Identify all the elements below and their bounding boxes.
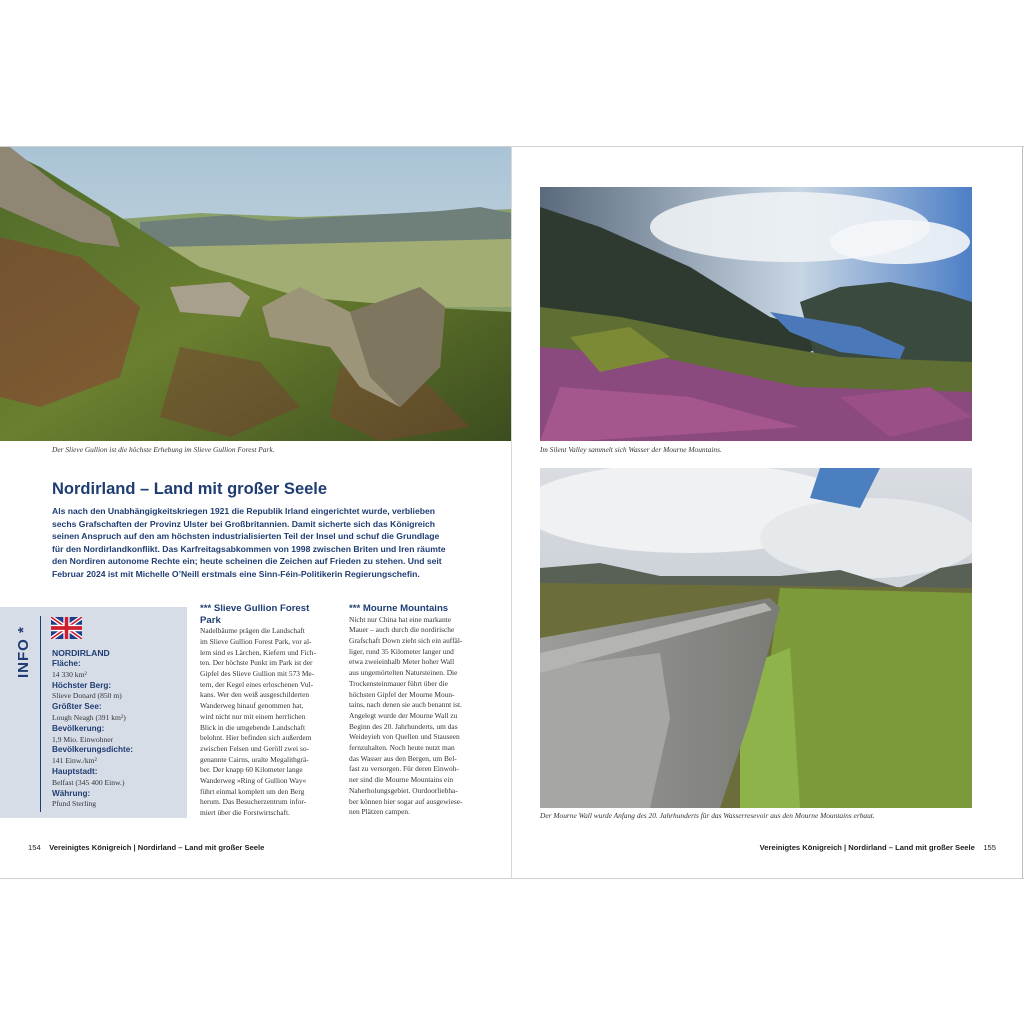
section-body: [349, 615, 487, 818]
fact-value: 14 330 km²: [52, 669, 87, 679]
footer-left: [28, 843, 264, 852]
fact-key: Fläche:: [52, 659, 81, 668]
body-line: zwischen Felsen und Geröll zwei so-: [200, 743, 309, 753]
page-number: 155: [983, 843, 996, 852]
photo-silent-valley: [540, 187, 972, 441]
fact-value: Lough Neagh (391 km²): [52, 712, 126, 722]
body-line: herum. Das Besucherzentrum infor-: [200, 797, 307, 807]
body-line: Mauer – auch durch die nordirische: [349, 625, 455, 635]
section-title-line: *** Mourne Mountains: [349, 603, 449, 614]
body-line: ner sind die Mourne Mountains ein: [349, 775, 454, 785]
photo-slieve-gullion: [0, 147, 511, 441]
body-line: wird nicht nur mit einem herrlichen: [200, 711, 306, 721]
footer-right: [760, 843, 996, 852]
fact-value: Belfast (345 400 Einw.): [52, 777, 125, 787]
body-line: ten. Der höchste Punkt im Park ist der: [200, 658, 313, 668]
body-line: im Slieve Gullion Forest Park, vor al-: [200, 636, 312, 646]
body-line: Weideyieh von Quellen und Stauseen: [349, 732, 460, 742]
info-label: [13, 616, 33, 682]
photo-mourne-wall: [540, 468, 972, 808]
section-title-line: *** Slieve Gullion Forest: [200, 603, 310, 614]
fact-key: Hauptstadt:: [52, 766, 98, 776]
caption-silent-valley: Im Silent Valley sammelt sich Wasser der Mourne Mountains.: [540, 445, 722, 454]
fact-key: Bevölkerung:: [52, 723, 105, 733]
body-line: ber. Der knapp 60 Kilometer lange: [200, 765, 303, 775]
lead-line: sechs Grafschaften der Provinz Ulster bei Großbritannien. Damit sicherte sich das Königreich: [52, 518, 436, 529]
lead-line: Februar 2024 ist mit Michelle O’Neill erstmals eine Sinn-Féin-Politikerin Regierungschefin.: [52, 568, 420, 579]
page-gutter: [511, 146, 512, 879]
body-line: tern, der Kegel eines erloschenen Vul-: [200, 679, 314, 689]
page-number: 154: [28, 843, 41, 852]
body-line: Blick in die umgebende Landschaft: [200, 722, 306, 732]
page-edge: [1022, 146, 1023, 879]
caption-slieve-gullion: Der Slieve Gullion ist die höchste Erhebung im Slieve Gullion Forest Park.: [52, 445, 275, 454]
article-lead: [52, 505, 482, 581]
running-title: Vereinigtes Königreich | Nordirland – Land mit großer Seele: [49, 843, 265, 852]
body-line: fast zu versorgen. Für deren Einwoh-: [349, 764, 459, 774]
body-line: aus ungemörtelten Natursteinen. Die: [349, 668, 458, 678]
body-line: tains, nach denen sie auch benannt ist.: [349, 700, 462, 710]
lead-line: den Nordiren autonome Rechte ein; heute scheinen die Zeichen auf Frieden zu stehen. Und seit: [52, 556, 442, 567]
lead-line: Als nach den Unabhängigkeitskriegen 1921 die Republik Irland eingerichtet wurde, verblieben: [52, 506, 436, 516]
section-title: [349, 603, 487, 615]
info-region: NORDIRLAND: [52, 648, 110, 658]
body-line: kans. Wer den weiß ausgeschilderten: [200, 690, 310, 700]
info-facts: [52, 647, 182, 810]
body-line: Trockensteinmauer führt über die: [349, 678, 448, 688]
body-line: liger, rund 35 Kilometer langer und: [349, 646, 454, 656]
section-mourne-mountains: [349, 603, 487, 818]
body-line: nen Plätzen campen.: [349, 807, 410, 817]
body-line: miert über die Forstwirtschaft.: [200, 808, 290, 818]
section-title-line: Park: [200, 614, 221, 626]
fact-key: Größter See:: [52, 702, 102, 712]
body-line: etwa zweieinhalb Meter hoher Wall: [349, 657, 455, 667]
body-line: Angelegt wurde der Mourne Wall zu: [349, 710, 458, 720]
body-line: Grafschaft Down zieht sich ein auffäl-: [349, 636, 463, 645]
body-line: Nicht nur China hat eine markante: [349, 614, 451, 624]
body-line: Beginn des 20. Jahrhunderts, um das: [349, 721, 458, 731]
info-divider: [40, 616, 41, 812]
body-line: Wanderweg »Ring of Gullion Way«: [200, 776, 307, 786]
body-line: Naherholungsgebiet. Ourdoorliebha-: [349, 785, 458, 795]
fact-value: 1,9 Mio. Einwohner: [52, 734, 114, 744]
section-title: [200, 603, 338, 626]
running-title: Vereinigtes Königreich | Nordirland – Land mit großer Seele: [759, 843, 975, 852]
body-line: genannte Cairns, uralte Megalithgrä-: [200, 754, 309, 764]
fact-value: Pfund Sterling: [52, 799, 97, 809]
body-line: Gipfel des Slieve Gullion mit 573 Me-: [200, 669, 315, 678]
body-line: lem sind es Lärchen, Kiefern und Fich-: [200, 647, 316, 657]
body-line: Wanderweg hinauf genommen hat,: [200, 701, 304, 711]
union-jack-flag-icon: [51, 617, 82, 639]
lead-line: für den Nordirlandkonflikt. Das Karfreitagsabkommen von 1998 zwischen Briten und Iren räumte: [52, 543, 446, 554]
article-headline: Nordirland – Land mit großer Seele: [52, 480, 328, 498]
body-line: belohnt. Hier befinden sich außerdem: [200, 733, 312, 743]
fact-key: Währung:: [52, 788, 91, 798]
info-label-text: INFO: [15, 638, 32, 678]
body-line: ber können hier sogar auf ausgewiese-: [349, 796, 463, 806]
section-body: [200, 626, 338, 819]
fact-value: Slieve Donard (850 m): [52, 691, 122, 701]
caption-mourne-wall: Der Mourne Wall wurde Anfang des 20. Jahrhunderts für das Wasserresevoir aus den Mourne Mountains erbaut.: [540, 811, 875, 820]
body-line: fernzuhalten. Noch heute nutzt man: [349, 743, 455, 753]
body-line: höchsten Gipfel der Mourne Moun-: [349, 689, 455, 699]
body-line: Nadelbäume prägen die Landschaft: [200, 626, 305, 636]
fact-key: Höchster Berg:: [52, 680, 112, 690]
body-line: das Wasser aus den Bergen, um Bel-: [349, 753, 457, 763]
asterisk-icon: *: [15, 626, 32, 633]
fact-key: Bevölkerungsdichte:: [52, 745, 133, 755]
fact-value: 141 Einw./km²: [52, 756, 97, 766]
section-slieve-gullion: [200, 603, 338, 819]
lead-line: seinen Anspruch auf den am höchsten industrialisierten Teil der Insel und schuf die Grundlage: [52, 531, 440, 542]
body-line: führt einmal komplett um den Berg: [200, 786, 305, 796]
